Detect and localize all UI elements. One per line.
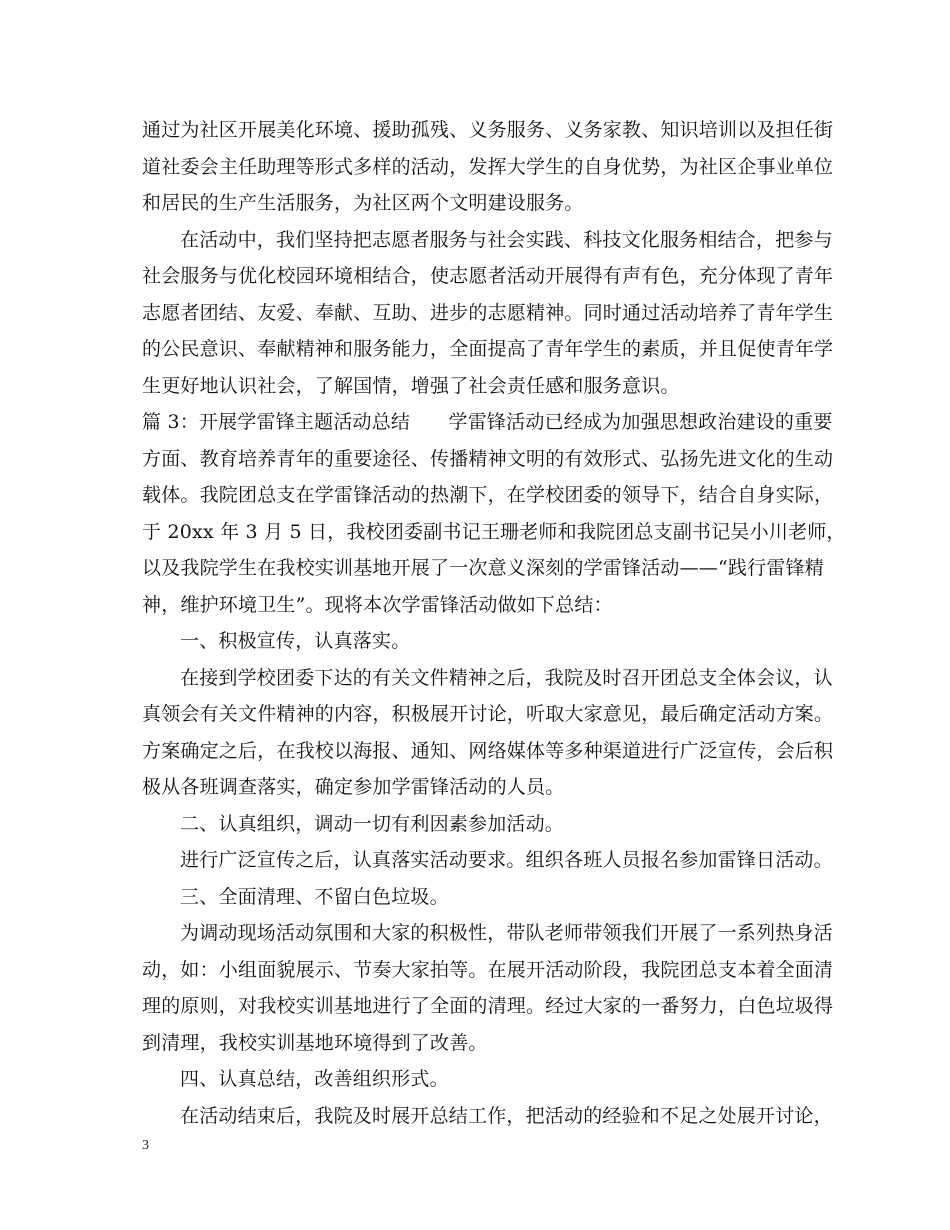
section-heading-line: 篇 3：开展学雷锋主题活动总结 学雷锋活动已经成为加强思想政治建设的重要	[142, 411, 833, 433]
text-line: 于 20xx 年 3 月 5 日，我校团委副书记王珊老师和我院团总支副书记吴小川老师，	[142, 520, 846, 543]
text-line: 生更好地认识社会，了解国情，增强了社会责任感和服务意识。	[142, 374, 680, 397]
text-line: 为调动现场活动氛围和大家的积极性，带队老师带领我们开展了一系列热身活	[180, 922, 833, 944]
text-line: 在活动结束后，我院及时展开总结工作，把活动的经验和不足之处展开讨论，	[180, 1104, 833, 1127]
text-line: 理的原则，对我校实训基地进行了全面的清理。经过大家的一番努力，白色垃圾得	[142, 995, 834, 1017]
text-line: 真领会有关文件精神的内容，积极展开讨论，听取大家意见，最后确定活动方案。	[142, 703, 834, 725]
text-line: 方案确定之后，在我校以海报、通知、网络媒体等多种渠道进行广泛宣传，会后积	[142, 739, 834, 762]
text-line: 到清理，我校实训基地环境得到了改善。	[142, 1031, 488, 1054]
text-line: 的公民意识、奉献精神和服务能力，全面提高了青年学生的素质，并且促使青年学	[142, 338, 834, 360]
text-line: 志愿者团结、友爱、奉献、互助、进步的志愿精神。同时通过活动培养了青年学生	[142, 301, 834, 324]
text-line: 神，维护环境卫生”。现将本次学雷锋活动做如下总结：	[142, 593, 613, 616]
text-line: 方面、教育培养青年的重要途径、传播精神文明的有效形式、弘扬先进文化的生动	[142, 447, 834, 470]
text-line: 极从各班调查落实，确定参加学雷锋活动的人员。	[142, 776, 565, 798]
subheading-line: 一、积极宣传，认真落实。	[180, 630, 411, 652]
text-line: 通过为社区开展美化环境、援助孤残、义务服务、义务家教、知识培训以及担任街	[142, 119, 834, 141]
text-line: 道社委会主任助理等形式多样的活动，发挥大学生的自身优势，为社区企事业单位	[142, 155, 834, 178]
text-line: 在活动中，我们坚持把志愿者服务与社会实践、科技文化服务相结合，把参与	[180, 228, 833, 251]
document-body	[142, 112, 846, 1134]
page-number: 3	[142, 1138, 149, 1153]
text-line: 社会服务与优化校园环境相结合，使志愿者活动开展得有声有色，充分体现了青年	[142, 265, 834, 287]
text-line: 动，如：小组面貌展示、节奏大家拍等。在展开活动阶段，我院团总支本着全面清	[142, 958, 834, 981]
text-line: 在接到学校团委下达的有关文件精神之后，我院及时召开团总支全体会议，认	[180, 666, 833, 689]
text-line: 进行广泛宣传之后，认真落实活动要求。组织各班人员报名参加雷锋日活动。	[180, 849, 833, 871]
subheading-line: 三、全面清理、不留白色垃圾。	[180, 885, 449, 908]
text-line: 以及我院学生在我校实训基地开展了一次意义深刻的学雷锋活动——“践行雷锋精	[142, 557, 824, 579]
subheading-line: 四、认真总结，改善组织形式。	[180, 1068, 449, 1090]
text-line: 和居民的生产生活服务，为社区两个文明建设服务。	[142, 192, 584, 214]
subheading-line: 二、认真组织，调动一切有利因素参加活动。	[180, 812, 565, 835]
text-line: 载体。我院团总支在学雷锋活动的热潮下，在学校团委的领导下，结合自身实际，	[142, 484, 834, 506]
